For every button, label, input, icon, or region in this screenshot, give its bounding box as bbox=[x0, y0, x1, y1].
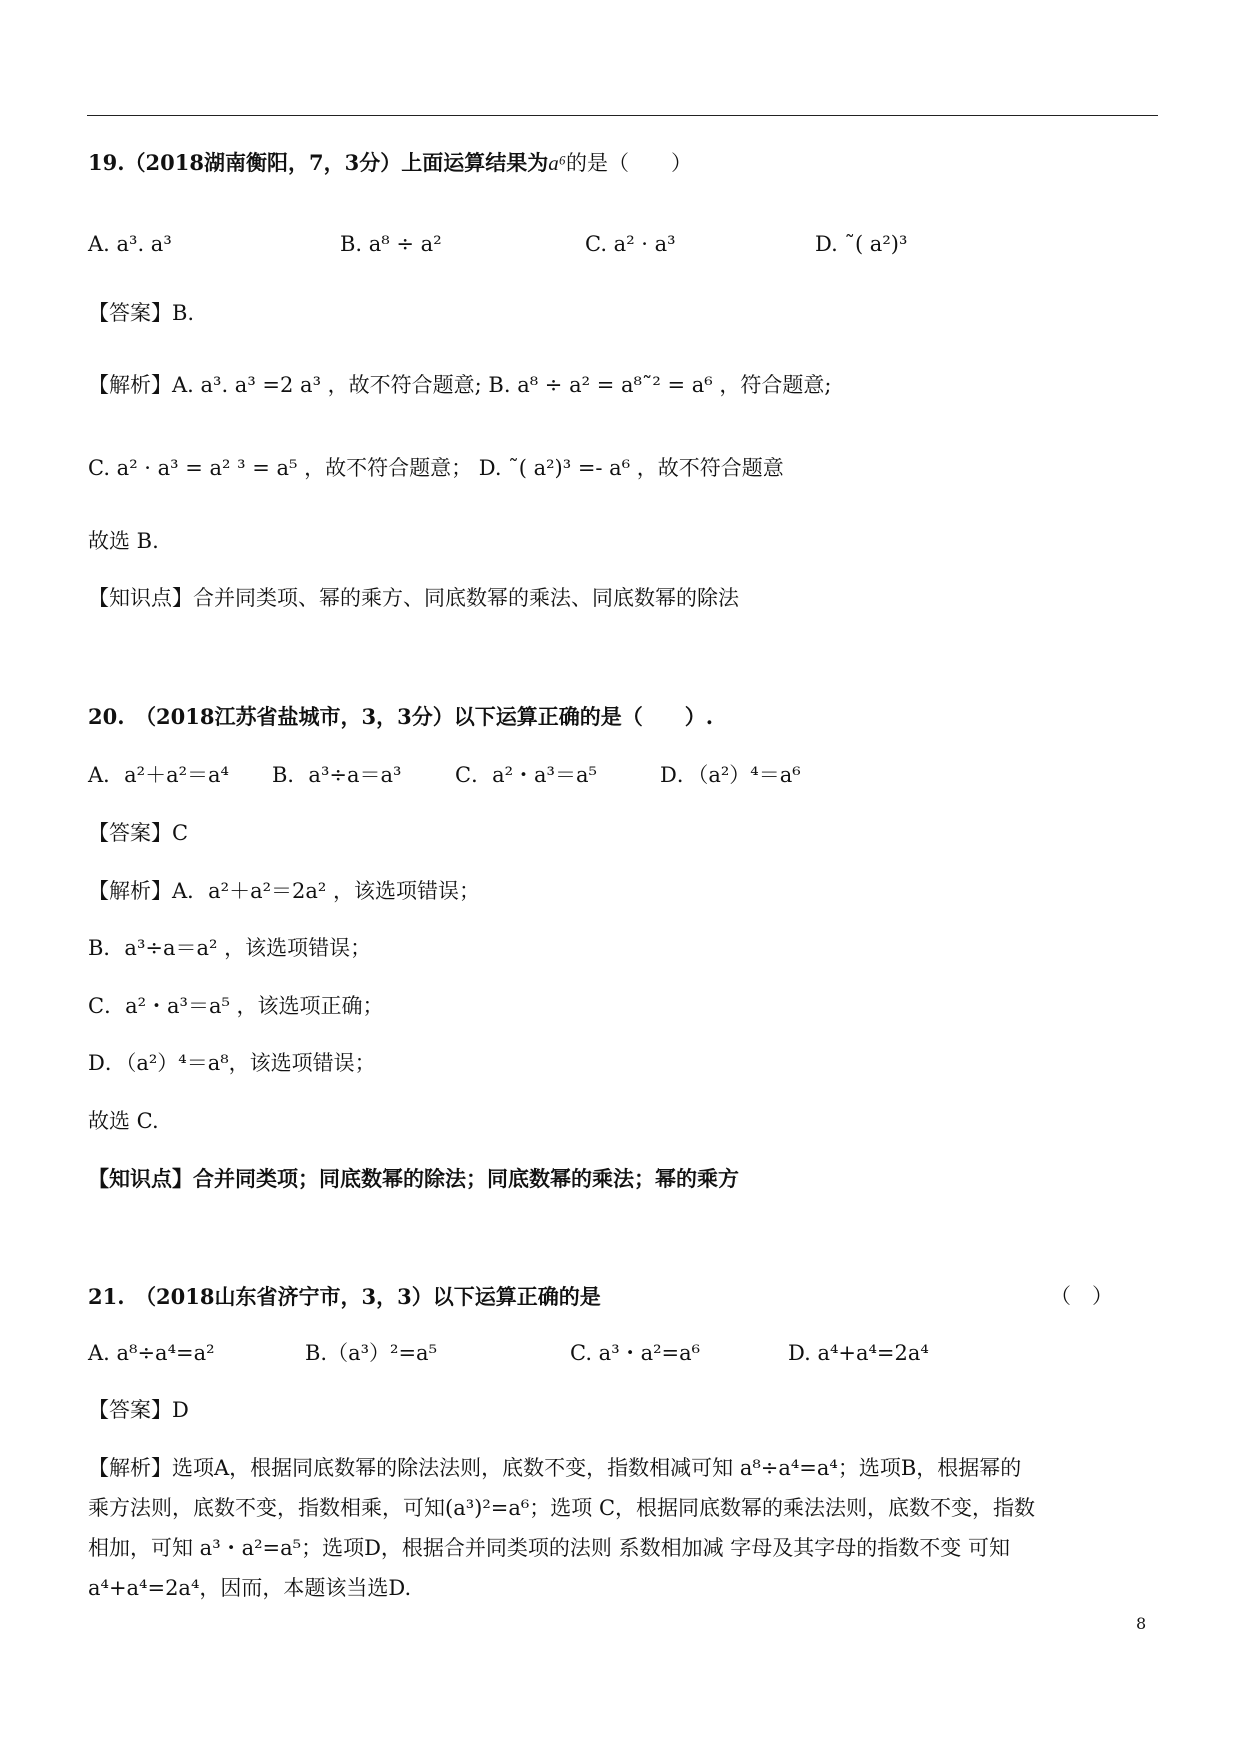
q21-option-b: B.（a³）²=a⁵ bbox=[305, 1341, 437, 1365]
q20-answer: 【答案】C bbox=[88, 821, 189, 845]
q20-option-c: C．a²・a³＝a⁵ bbox=[455, 763, 597, 787]
q20-analysis-4: D．（a²）⁴＝a⁸，该选项错误； bbox=[88, 1051, 376, 1075]
q21-option-a: A. a⁸÷a⁴=a² bbox=[88, 1341, 215, 1365]
q19-option-d: D. ˜( a²)³ bbox=[815, 232, 908, 256]
q20-analysis-1: 【解析】A．a²＋a²＝2a² ，该选项错误； bbox=[88, 879, 481, 903]
q20-option-b: B．a³÷a＝a³ bbox=[272, 763, 402, 787]
q19-analysis-2: C. a² · a³ = a² ³ = a⁵ ，故不符合题意； D. ˜( a²)³ =- a⁶ ，故不符合题意 bbox=[88, 456, 784, 480]
q20-analysis-2: B．a³÷a＝a² ，该选项错误； bbox=[88, 936, 372, 960]
q21-analysis-1: 【解析】选项A，根据同底数幂的除法法则，底数不变，指数相减可知 a⁸÷a⁴=a⁴；选项B，根据幂的 bbox=[88, 1456, 1022, 1480]
q21-analysis-3: 相加，可知 a³・a²=a⁵；选项D，根据合并同类项的法则 系数相加减 字母及其字母的指数不变 可知 bbox=[88, 1536, 1010, 1560]
q21-header: 21. （2018山东省济宁市，3，3）以下运算正确的是 bbox=[88, 1284, 601, 1309]
q19-conclusion: 故选 B. bbox=[88, 529, 159, 553]
q20-analysis-3: C．a²・a³＝a⁵ ，该选项正确； bbox=[88, 994, 384, 1018]
q21-bracket: （ ） bbox=[1050, 1284, 1113, 1308]
q20-knowledge: 【知识点】合并同类项；同底数幂的除法；同底数幂的乘法；幂的乘方 bbox=[88, 1166, 739, 1191]
q21-analysis-2: 乘方法则，底数不变，指数相乘，可知(a³)²=a⁶；选项 C，根据同底数幂的乘法法则，底数不变，指数 bbox=[88, 1496, 1036, 1520]
q19-option-c: C. a² · a³ bbox=[585, 232, 676, 256]
q21-option-c: C. a³・a²=a⁶ bbox=[570, 1341, 701, 1365]
q20-conclusion: 故选 C. bbox=[88, 1109, 159, 1133]
q20-option-a: A．a²＋a²＝a⁴ bbox=[88, 763, 229, 787]
q19-header-math: a⁶ bbox=[548, 151, 567, 175]
q19-option-b: B. a⁸ ÷ a² bbox=[340, 232, 442, 256]
q21-analysis-4: a⁴+a⁴=2a⁴，因而，本题该当选D. bbox=[88, 1576, 412, 1600]
q19-knowledge: 【知识点】合并同类项、幂的乘方、同底数幂的乘法、同底数幂的除法 bbox=[88, 586, 739, 610]
q21-answer: 【答案】D bbox=[88, 1398, 189, 1422]
q20-option-d: D．（a²）⁴＝a⁶ bbox=[660, 763, 801, 787]
q19-header-tail: 的是（ ） bbox=[566, 151, 693, 175]
q21-option-d: D. a⁴+a⁴=2a⁴ bbox=[788, 1341, 929, 1365]
q19-answer: 【答案】B. bbox=[88, 301, 195, 325]
q20-header: 20. （2018江苏省盐城市，3，3分）以下运算正确的是（ ）. bbox=[88, 704, 714, 729]
page-number: 8 bbox=[1136, 1614, 1147, 1633]
q19-header bbox=[88, 152, 692, 174]
q19-option-a: A. a³. a³ bbox=[88, 232, 172, 256]
q19-analysis-1: 【解析】A. a³. a³ =2 a³ ，故不符合题意; B. a⁸ ÷ a² = a⁸˜² = a⁶ ，符合题意; bbox=[88, 373, 832, 397]
header-rule bbox=[87, 115, 1158, 116]
q19-header-text: 19.（2018湖南衡阳，7，3分）上面运算结果为 bbox=[88, 150, 549, 175]
